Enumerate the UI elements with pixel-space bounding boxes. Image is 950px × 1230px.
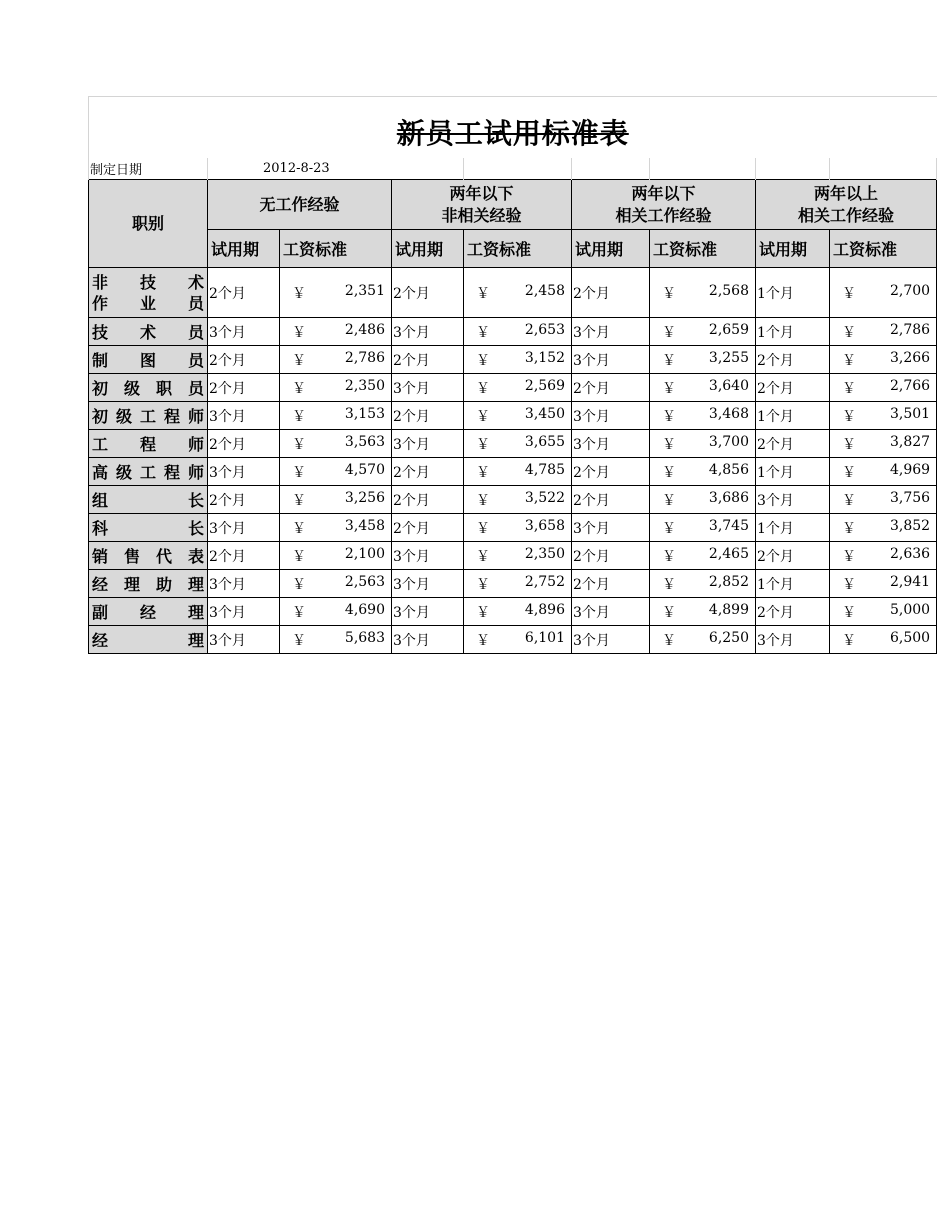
empty-cell[interactable]: [464, 158, 572, 180]
probation-cell[interactable]: 2个月: [572, 542, 650, 570]
currency-symbol: ￥: [842, 492, 856, 509]
salary-cell[interactable]: [280, 514, 392, 542]
salary-value: 2,458: [524, 282, 565, 299]
group-line: 两年以下: [631, 183, 696, 203]
salary-value: 4,896: [524, 601, 565, 618]
salary-cell[interactable]: [650, 430, 756, 458]
salary-cell[interactable]: [280, 486, 392, 514]
salary-cell[interactable]: [464, 374, 572, 402]
salary-cell[interactable]: [280, 570, 392, 598]
currency-symbol: ￥: [662, 352, 676, 369]
salary-cell[interactable]: [280, 430, 392, 458]
job-title: 技 术 员: [92, 323, 204, 342]
currency-symbol: ￥: [476, 548, 490, 565]
job-title-cell[interactable]: [89, 318, 208, 346]
currency-symbol: ￥: [292, 520, 306, 537]
empty-cell[interactable]: [572, 158, 650, 180]
job-title: 组 长: [92, 491, 204, 510]
salary-value: 3,266: [889, 349, 931, 366]
header-salary[interactable]: 工资标准: [830, 230, 937, 268]
currency-symbol: ￥: [662, 285, 676, 302]
probation-cell[interactable]: 2个月: [392, 458, 464, 486]
currency-symbol: ￥: [662, 548, 676, 565]
currency-symbol: ￥: [662, 520, 676, 537]
probation-cell[interactable]: 1个月: [756, 318, 830, 346]
salary-value: 2,350: [524, 545, 565, 562]
group-line: 非相关经验: [441, 205, 522, 225]
currency-symbol: ￥: [842, 380, 856, 397]
job-title-cell[interactable]: [89, 374, 208, 402]
salary-cell[interactable]: [830, 318, 937, 346]
salary-value: 2,465: [708, 545, 749, 562]
salary-cell[interactable]: [280, 542, 392, 570]
salary-cell[interactable]: [464, 346, 572, 374]
probation-cell[interactable]: 1个月: [756, 514, 830, 542]
currency-symbol: ￥: [476, 576, 490, 593]
probation-cell[interactable]: 2个月: [572, 570, 650, 598]
table-row: [89, 458, 937, 486]
probation-cell[interactable]: 2个月: [208, 374, 280, 402]
salary-value: 3,255: [708, 349, 749, 366]
currency-symbol: ￥: [662, 380, 676, 397]
table-row: [89, 570, 937, 598]
salary-cell[interactable]: [464, 430, 572, 458]
salary-cell[interactable]: [830, 430, 937, 458]
job-title-cell[interactable]: [89, 626, 208, 654]
probation-cell[interactable]: 3个月: [392, 570, 464, 598]
currency-symbol: ￥: [842, 464, 856, 481]
table-body: [89, 268, 937, 654]
probation-cell[interactable]: 3个月: [208, 402, 280, 430]
probation-cell[interactable]: 1个月: [756, 402, 830, 430]
table-row: [89, 598, 937, 626]
currency-symbol: ￥: [292, 492, 306, 509]
salary-cell[interactable]: [650, 626, 756, 654]
salary-value: 3,458: [344, 517, 385, 534]
salary-cell[interactable]: [650, 268, 756, 318]
salary-value: 2,636: [889, 545, 931, 562]
job-title-cell[interactable]: [89, 402, 208, 430]
salary-cell[interactable]: [280, 626, 392, 654]
salary-value: 2,568: [708, 282, 749, 299]
job-title-cell[interactable]: [89, 598, 208, 626]
salary-cell[interactable]: [280, 402, 392, 430]
salary-value: 3,686: [708, 489, 749, 506]
salary-cell[interactable]: [464, 268, 572, 318]
probation-cell[interactable]: 2个月: [392, 514, 464, 542]
salary-value: 2,700: [889, 282, 931, 299]
salary-cell[interactable]: [650, 318, 756, 346]
salary-value: 2,563: [344, 573, 385, 590]
job-title-cell[interactable]: [89, 458, 208, 486]
probation-cell[interactable]: 3个月: [392, 542, 464, 570]
salary-cell[interactable]: [464, 542, 572, 570]
salary-cell[interactable]: [280, 346, 392, 374]
currency-symbol: ￥: [842, 408, 856, 425]
group-line: 相关工作经验: [615, 205, 712, 225]
currency-symbol: ￥: [292, 408, 306, 425]
salary-value: 2,569: [524, 377, 565, 394]
salary-value: 3,852: [889, 517, 931, 534]
salary-cell[interactable]: [830, 374, 937, 402]
currency-symbol: ￥: [476, 324, 490, 341]
probation-cell[interactable]: 2个月: [756, 430, 830, 458]
salary-value: 3,827: [889, 433, 931, 450]
currency-symbol: ￥: [662, 632, 676, 649]
salary-value: 4,690: [344, 601, 385, 618]
job-title: 副 经 理: [92, 603, 204, 622]
currency-symbol: ￥: [842, 604, 856, 621]
salary-value: 3,501: [889, 405, 931, 422]
probation-cell[interactable]: 2个月: [756, 542, 830, 570]
currency-symbol: ￥: [292, 324, 306, 341]
probation-cell[interactable]: 3个月: [572, 514, 650, 542]
group-line: 两年以下: [449, 183, 514, 203]
salary-cell[interactable]: [280, 374, 392, 402]
currency-symbol: ￥: [292, 576, 306, 593]
currency-symbol: ￥: [292, 464, 306, 481]
salary-cell[interactable]: [650, 346, 756, 374]
group-line: 两年以上: [814, 183, 879, 203]
job-title-cell[interactable]: [89, 346, 208, 374]
job-title-cell[interactable]: [89, 514, 208, 542]
salary-value: 2,852: [708, 573, 749, 590]
salary-value: 2,486: [344, 321, 385, 338]
salary-cell[interactable]: [830, 570, 937, 598]
header-probation[interactable]: 试用期: [756, 230, 830, 268]
salary-cell[interactable]: [830, 268, 937, 318]
table-row: [89, 542, 937, 570]
probation-cell[interactable]: 3个月: [572, 318, 650, 346]
salary-cell[interactable]: [830, 626, 937, 654]
job-title: 初 级 职 员: [92, 379, 204, 398]
salary-cell[interactable]: [464, 626, 572, 654]
header-probation[interactable]: 试用期: [572, 230, 650, 268]
table-row: [89, 402, 937, 430]
currency-symbol: ￥: [842, 520, 856, 537]
table-row: [89, 346, 937, 374]
salary-value: 2,351: [344, 282, 385, 299]
salary-value: 2,941: [889, 573, 931, 590]
salary-cell[interactable]: [650, 598, 756, 626]
salary-value: 5,683: [344, 629, 385, 646]
salary-value: 3,655: [524, 433, 565, 450]
salary-value: 4,785: [524, 461, 565, 478]
currency-symbol: ￥: [476, 632, 490, 649]
salary-value: 2,766: [889, 377, 931, 394]
salary-value: 2,786: [344, 349, 385, 366]
salary-value: 6,500: [889, 629, 931, 646]
page-title: 新员工试用标准表: [396, 116, 629, 150]
salary-cell[interactable]: [280, 318, 392, 346]
salary-cell[interactable]: [830, 458, 937, 486]
empty-cell[interactable]: [756, 158, 830, 180]
salary-value: 3,563: [344, 433, 385, 450]
table-row: [89, 268, 937, 318]
salary-cell[interactable]: [464, 318, 572, 346]
salary-value: 6,250: [708, 629, 749, 646]
salary-value: 3,756: [889, 489, 931, 506]
salary-value: 4,570: [344, 461, 385, 478]
currency-symbol: ￥: [842, 632, 856, 649]
currency-symbol: ￥: [476, 436, 490, 453]
salary-cell[interactable]: [464, 570, 572, 598]
job-title: 高 级 工 程 师: [92, 463, 204, 482]
salary-value: 3,256: [344, 489, 385, 506]
probation-standard-table: [88, 96, 937, 654]
job-title: 初 级 工 程 师: [92, 407, 204, 426]
currency-symbol: ￥: [476, 352, 490, 369]
header-group-4[interactable]: [756, 180, 937, 230]
currency-symbol: ￥: [292, 632, 306, 649]
table-row: [89, 486, 937, 514]
probation-cell[interactable]: 2个月: [572, 374, 650, 402]
probation-cell[interactable]: 2个月: [208, 542, 280, 570]
probation-cell[interactable]: 3个月: [208, 318, 280, 346]
date-label[interactable]: 制定日期: [89, 158, 208, 180]
job-title-cell[interactable]: [89, 486, 208, 514]
header-salary[interactable]: 工资标准: [280, 230, 392, 268]
currency-symbol: ￥: [842, 436, 856, 453]
header-salary[interactable]: 工资标准: [464, 230, 572, 268]
salary-value: 2,659: [708, 321, 749, 338]
job-title: 销 售 代 表: [92, 547, 204, 566]
job-title-cell[interactable]: [89, 570, 208, 598]
probation-cell[interactable]: 3个月: [392, 626, 464, 654]
salary-cell[interactable]: [830, 402, 937, 430]
salary-value: 6,101: [524, 629, 565, 646]
header-probation[interactable]: 试用期: [208, 230, 280, 268]
salary-value: 3,700: [708, 433, 749, 450]
probation-cell[interactable]: 3个月: [208, 458, 280, 486]
salary-value: 3,450: [524, 405, 565, 422]
probation-cell[interactable]: 3个月: [208, 598, 280, 626]
header-group-2[interactable]: [392, 180, 572, 230]
date-value[interactable]: 2012-8-23: [208, 158, 464, 180]
currency-symbol: ￥: [662, 436, 676, 453]
salary-cell[interactable]: [464, 458, 572, 486]
currency-symbol: ￥: [842, 548, 856, 565]
probation-cell[interactable]: 2个月: [208, 430, 280, 458]
currency-symbol: ￥: [476, 464, 490, 481]
probation-cell[interactable]: 3个月: [572, 626, 650, 654]
salary-value: 3,745: [708, 517, 749, 534]
currency-symbol: ￥: [842, 352, 856, 369]
salary-cell[interactable]: [650, 486, 756, 514]
probation-cell[interactable]: 1个月: [756, 268, 830, 318]
probation-cell[interactable]: 3个月: [572, 346, 650, 374]
currency-symbol: ￥: [292, 548, 306, 565]
header-probation[interactable]: 试用期: [392, 230, 464, 268]
salary-cell[interactable]: [830, 598, 937, 626]
salary-value: 3,522: [524, 489, 565, 506]
salary-cell[interactable]: [464, 598, 572, 626]
salary-value: 3,468: [708, 405, 749, 422]
currency-symbol: ￥: [476, 520, 490, 537]
salary-cell[interactable]: [464, 486, 572, 514]
table-row: [89, 514, 937, 542]
table-row: [89, 626, 937, 654]
currency-symbol: ￥: [662, 408, 676, 425]
job-title: 制 图 员: [92, 351, 204, 370]
empty-cell[interactable]: [650, 158, 756, 180]
probation-cell[interactable]: 2个月: [572, 458, 650, 486]
job-title: 科 长: [92, 519, 204, 538]
salary-value: 4,969: [889, 461, 931, 478]
currency-symbol: ￥: [842, 576, 856, 593]
salary-cell[interactable]: [830, 346, 937, 374]
currency-symbol: ￥: [662, 464, 676, 481]
salary-cell[interactable]: [650, 570, 756, 598]
probation-cell[interactable]: 3个月: [208, 514, 280, 542]
job-title-cell[interactable]: [89, 268, 208, 318]
salary-cell[interactable]: [280, 458, 392, 486]
salary-value: 3,152: [524, 349, 565, 366]
table-row: [89, 318, 937, 346]
currency-symbol: ￥: [292, 380, 306, 397]
header-job[interactable]: 职别: [89, 180, 208, 268]
salary-cell[interactable]: [464, 402, 572, 430]
table-row: [89, 430, 937, 458]
probation-cell[interactable]: 3个月: [392, 430, 464, 458]
salary-cell[interactable]: [280, 598, 392, 626]
currency-symbol: ￥: [292, 352, 306, 369]
salary-value: 3,658: [524, 517, 565, 534]
probation-cell[interactable]: 2个月: [392, 402, 464, 430]
salary-cell[interactable]: [650, 402, 756, 430]
salary-value: 3,640: [708, 377, 749, 394]
currency-symbol: ￥: [662, 492, 676, 509]
currency-symbol: ￥: [842, 285, 856, 302]
header-group-1[interactable]: [208, 180, 392, 230]
probation-cell[interactable]: 3个月: [392, 318, 464, 346]
currency-symbol: ￥: [842, 324, 856, 341]
currency-symbol: ￥: [662, 604, 676, 621]
currency-symbol: ￥: [662, 324, 676, 341]
probation-cell[interactable]: 2个月: [756, 346, 830, 374]
probation-cell[interactable]: 3个月: [572, 402, 650, 430]
currency-symbol: ￥: [292, 436, 306, 453]
header-group-3[interactable]: [572, 180, 756, 230]
probation-cell[interactable]: 2个月: [208, 486, 280, 514]
currency-symbol: ￥: [292, 604, 306, 621]
salary-cell[interactable]: [830, 514, 937, 542]
currency-symbol: ￥: [292, 285, 306, 302]
currency-symbol: ￥: [476, 285, 490, 302]
group-line: 相关工作经验: [798, 205, 895, 225]
probation-cell[interactable]: 3个月: [392, 598, 464, 626]
probation-cell[interactable]: 2个月: [756, 374, 830, 402]
job-title: 经 理 助 理: [92, 575, 204, 594]
title-cell[interactable]: [89, 97, 937, 158]
header-salary[interactable]: 工资标准: [650, 230, 756, 268]
probation-cell[interactable]: 2个月: [208, 268, 280, 318]
probation-cell[interactable]: 3个月: [208, 570, 280, 598]
table-row: [89, 374, 937, 402]
salary-cell[interactable]: [280, 268, 392, 318]
salary-value: 4,899: [708, 601, 749, 618]
salary-cell[interactable]: [650, 374, 756, 402]
probation-cell[interactable]: 3个月: [208, 626, 280, 654]
probation-cell[interactable]: 2个月: [572, 486, 650, 514]
salary-value: 5,000: [889, 601, 931, 618]
salary-value: 2,752: [524, 573, 565, 590]
probation-cell[interactable]: 3个月: [392, 374, 464, 402]
salary-cell[interactable]: [464, 514, 572, 542]
salary-value: 2,100: [344, 545, 385, 562]
probation-cell[interactable]: 2个月: [392, 346, 464, 374]
currency-symbol: ￥: [476, 380, 490, 397]
probation-cell[interactable]: 2个月: [572, 268, 650, 318]
salary-value: 2,653: [524, 321, 565, 338]
job-title-cell[interactable]: [89, 430, 208, 458]
job-title: 工 程 师: [92, 435, 204, 454]
salary-cell[interactable]: [830, 542, 937, 570]
job-title: 经 理: [92, 631, 204, 650]
probation-cell[interactable]: 3个月: [756, 626, 830, 654]
probation-cell[interactable]: 2个月: [756, 598, 830, 626]
salary-value: 3,153: [344, 405, 385, 422]
group-line: 无工作经验: [259, 194, 340, 214]
probation-cell[interactable]: 3个月: [572, 430, 650, 458]
probation-cell[interactable]: 1个月: [756, 458, 830, 486]
probation-cell[interactable]: 3个月: [572, 598, 650, 626]
salary-cell[interactable]: [650, 458, 756, 486]
currency-symbol: ￥: [476, 408, 490, 425]
probation-cell[interactable]: 1个月: [756, 570, 830, 598]
probation-cell[interactable]: 3个月: [756, 486, 830, 514]
salary-cell[interactable]: [650, 542, 756, 570]
probation-cell[interactable]: 2个月: [208, 346, 280, 374]
salary-value: 2,786: [889, 321, 931, 338]
probation-cell[interactable]: 2个月: [392, 268, 464, 318]
currency-symbol: ￥: [662, 576, 676, 593]
probation-cell[interactable]: 2个月: [392, 486, 464, 514]
currency-symbol: ￥: [476, 492, 490, 509]
salary-value: 2,350: [344, 377, 385, 394]
job-title-cell[interactable]: [89, 542, 208, 570]
job-title: 非 技 术 作 业 员: [92, 272, 204, 313]
spreadsheet: [88, 96, 936, 654]
currency-symbol: ￥: [476, 604, 490, 621]
salary-cell[interactable]: [650, 514, 756, 542]
salary-cell[interactable]: [830, 486, 937, 514]
salary-value: 4,856: [708, 461, 749, 478]
empty-cell[interactable]: [830, 158, 937, 180]
